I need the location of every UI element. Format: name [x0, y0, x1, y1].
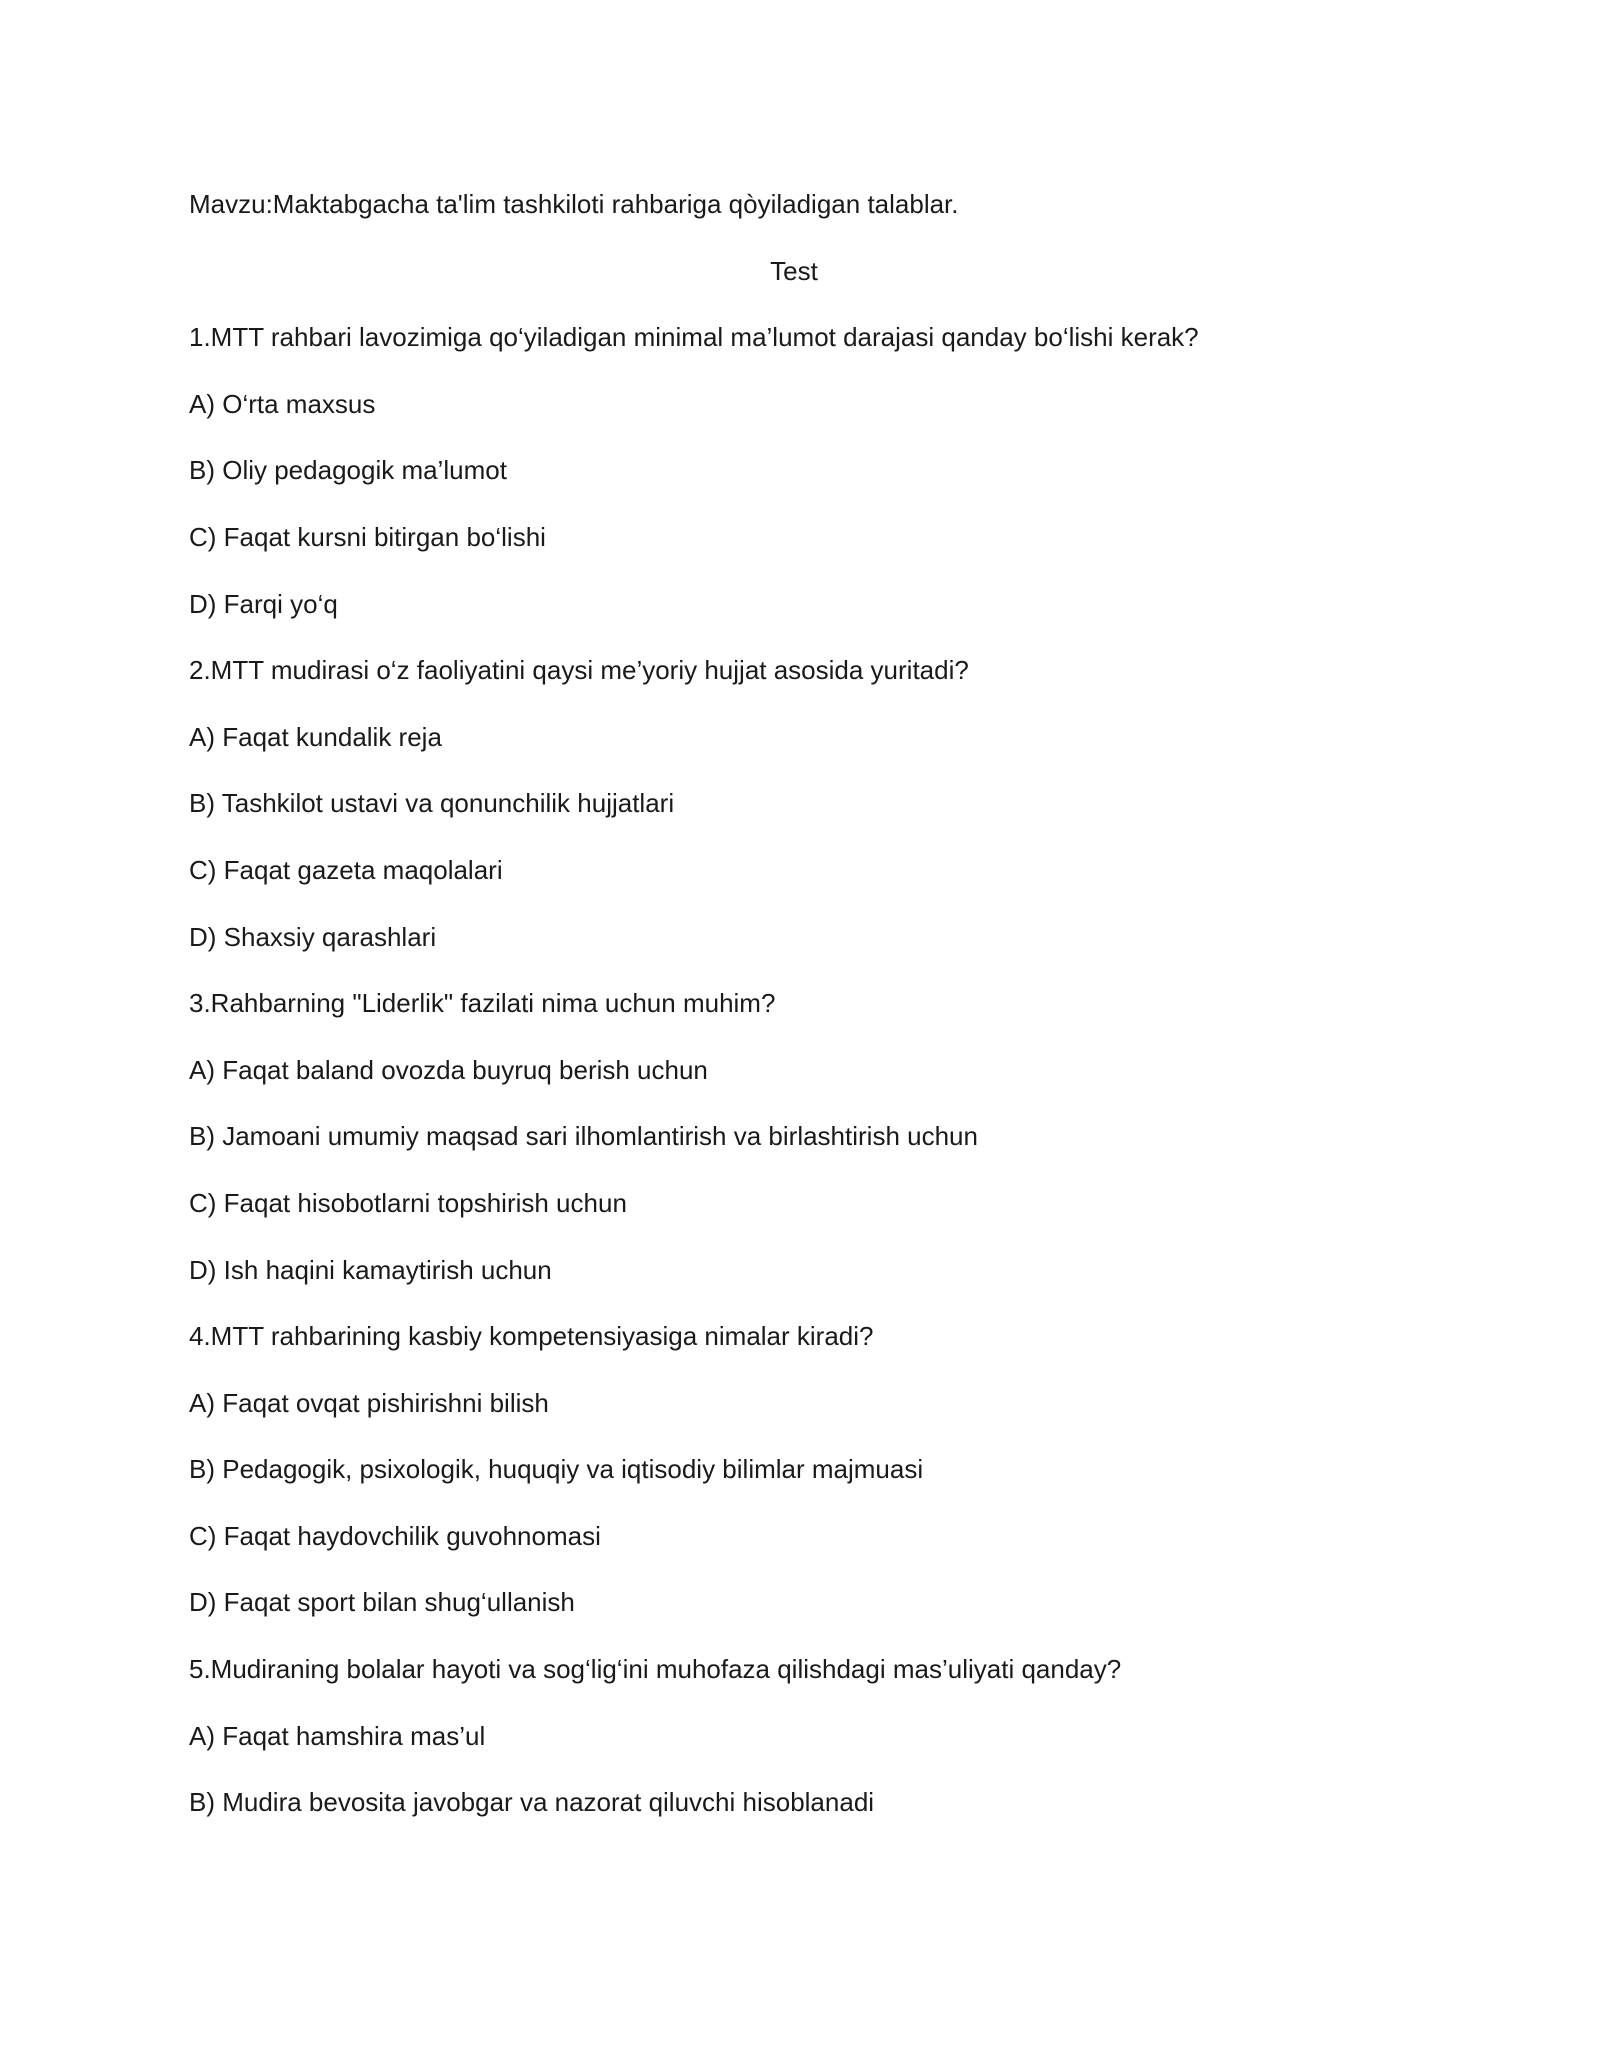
- answer-option: D) Ish haqini kamaytirish uchun: [189, 1254, 552, 1285]
- document-body: [189, 186, 1419, 1851]
- question-block: [189, 985, 1419, 1318]
- answer-option: C) Faqat haydovchilik guvohnomasi: [189, 1520, 601, 1551]
- question-text: 1.MTT rahbari lavozimiga qo‘yiladigan minimal ma’lumot darajasi qanday bo‘lishi kerak?: [189, 322, 1199, 353]
- topic-line: Mavzu:Maktabgacha ta'lim tashkiloti rahbariga qòyiladigan talablar.: [189, 189, 959, 219]
- answer-option: C) Faqat gazeta maqolalari: [189, 854, 503, 885]
- test-heading: Test: [770, 255, 818, 286]
- answer-option: B) Pedagogik, psixologik, huquqiy va iqtisodiy bilimlar majmuasi: [189, 1454, 924, 1485]
- question-text: 3.Rahbarning "Liderlik" fazilati nima uchun muhim?: [189, 988, 776, 1019]
- question-block: [189, 652, 1419, 985]
- answer-option: D) Shaxsiy qarashlari: [189, 921, 437, 952]
- question-text: 5.Mudiraning bolalar hayoti va sog‘lig‘ini muhofaza qilishdagi mas’uliyati qanday?: [189, 1654, 1122, 1685]
- answer-option: B) Oliy pedagogik ma’lumot: [189, 455, 507, 486]
- answer-option: B) Mudira bevosita javobgar va nazorat qiluvchi hisoblanadi: [189, 1787, 875, 1818]
- question-text: 4.MTT rahbarining kasbiy kompetensiyasiga nimalar kiradi?: [189, 1321, 874, 1352]
- answer-option: B) Tashkilot ustavi va qonunchilik hujjatlari: [189, 788, 675, 819]
- answer-option: B) Jamoani umumiy maqsad sari ilhomlantirish va birlashtirish uchun: [189, 1121, 978, 1152]
- answer-option: D) Faqat sport bilan shug‘ullanish: [189, 1587, 575, 1618]
- question-text: 2.MTT mudirasi o‘z faoliyatini qaysi me’yoriy hujjat asosida yuritadi?: [189, 655, 969, 686]
- answer-option: A) Faqat baland ovozda buyruq berish uchun: [189, 1054, 708, 1085]
- answer-option: D) Farqi yo‘q: [189, 588, 338, 619]
- answer-option: A) O‘rta maxsus: [189, 388, 376, 419]
- question-block: [189, 1318, 1419, 1651]
- answer-option: A) Faqat kundalik reja: [189, 721, 442, 752]
- answer-option: C) Faqat kursni bitirgan bo‘lishi: [189, 521, 546, 552]
- question-block: [189, 1651, 1419, 1851]
- answer-option: A) Faqat ovqat pishirishni bilish: [189, 1387, 549, 1418]
- answer-option: A) Faqat hamshira mas’ul: [189, 1720, 486, 1751]
- answer-option: C) Faqat hisobotlarni topshirish uchun: [189, 1187, 627, 1218]
- question-block: [189, 319, 1419, 652]
